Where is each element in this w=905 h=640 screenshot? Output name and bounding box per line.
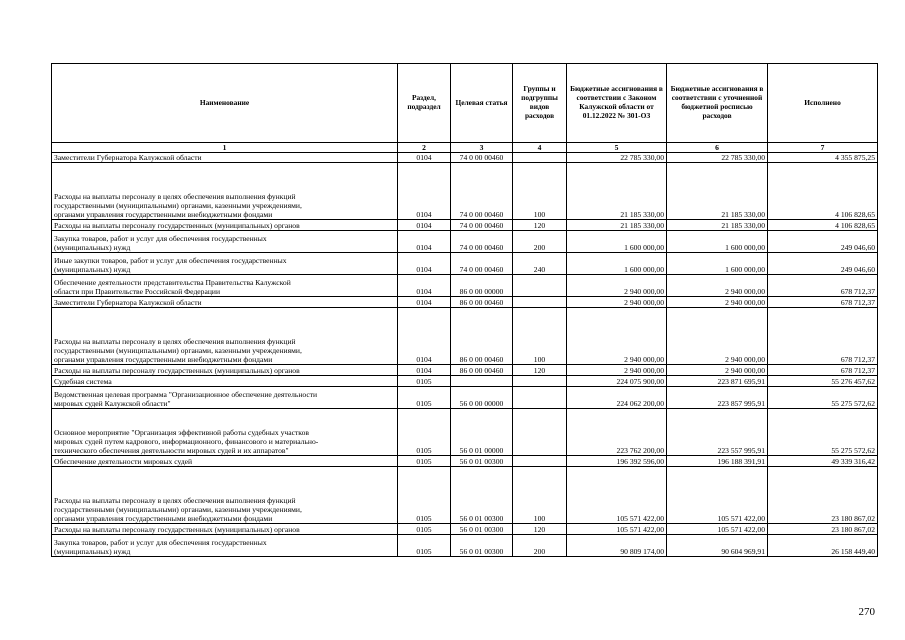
col-done-header: Исполнено <box>768 64 878 143</box>
row-done-amount: 55 275 572,62 <box>768 387 878 409</box>
row-name: Основное мероприятие "Организация эффективной работы судебных участков мировых судей путем кадрового, информационного, финансового и материально- технического обеспечения деятельности мировых судей и их аппаратов" <box>52 409 398 456</box>
row-law-amount: 21 185 330,00 <box>567 220 667 231</box>
row-name: Расходы на выплаты персоналу государственных (муниципальных) органов <box>52 524 398 535</box>
row-name: Расходы на выплаты персоналу государственных (муниципальных) органов <box>52 220 398 231</box>
row-group: 120 <box>513 524 567 535</box>
row-name: Расходы на выплаты персоналу в целях обеспечения выполнения функций государственными (муниципальными) органами, казенными учреждениями, органами управления государственными внебюджетными фондами <box>52 163 398 220</box>
row-target: 56 0 00 00000 <box>451 387 513 409</box>
table-row <box>52 376 878 387</box>
row-target: 74 0 00 00460 <box>451 231 513 253</box>
row-group: 100 <box>513 308 567 365</box>
row-list-amount: 196 188 391,91 <box>667 456 768 467</box>
column-number: 5 <box>567 143 667 153</box>
row-done-amount: 26 158 449,40 <box>768 535 878 557</box>
row-done-amount: 4 106 828,65 <box>768 163 878 220</box>
row-target: 74 0 00 00460 <box>451 253 513 275</box>
row-done-amount: 249 046,60 <box>768 231 878 253</box>
table-row <box>52 297 878 308</box>
row-section: 0104 <box>398 297 451 308</box>
row-section: 0104 <box>398 275 451 297</box>
table-row <box>52 220 878 231</box>
row-target <box>451 376 513 387</box>
row-section: 0104 <box>398 308 451 365</box>
row-section: 0105 <box>398 387 451 409</box>
row-target: 74 0 00 00460 <box>451 163 513 220</box>
row-law-amount: 2 940 000,00 <box>567 275 667 297</box>
row-section: 0105 <box>398 409 451 456</box>
row-group <box>513 409 567 456</box>
row-done-amount: 678 712,37 <box>768 308 878 365</box>
row-target: 56 0 01 00000 <box>451 409 513 456</box>
row-law-amount: 90 809 174,00 <box>567 535 667 557</box>
row-group <box>513 297 567 308</box>
row-section: 0104 <box>398 220 451 231</box>
table-row <box>52 153 878 163</box>
column-number: 3 <box>451 143 513 153</box>
table-row <box>52 409 878 456</box>
row-target: 56 0 01 00300 <box>451 456 513 467</box>
row-list-amount: 105 571 422,00 <box>667 467 768 524</box>
row-name: Заместители Губернатора Калужской области <box>52 153 398 163</box>
row-name: Расходы на выплаты персоналу в целях обеспечения выполнения функций государственными (муниципальными) органами, казенными учреждениями, органами управления государственными внебюджетными фондами <box>52 308 398 365</box>
row-group <box>513 275 567 297</box>
column-number: 7 <box>768 143 878 153</box>
col-section-header: Раздел, подраздел <box>398 64 451 143</box>
table-body <box>52 153 878 557</box>
row-law-amount: 224 075 900,00 <box>567 376 667 387</box>
header-row <box>52 64 878 143</box>
row-group: 200 <box>513 535 567 557</box>
row-section: 0104 <box>398 163 451 220</box>
row-target: 86 0 00 00460 <box>451 297 513 308</box>
row-name: Закупка товаров, работ и услуг для обеспечения государственных (муниципальных) нужд <box>52 535 398 557</box>
row-section: 0104 <box>398 153 451 163</box>
col-groups-header: Группы и подгруппы видов расходов <box>513 64 567 143</box>
row-list-amount: 21 185 330,00 <box>667 163 768 220</box>
row-target: 86 0 00 00460 <box>451 365 513 376</box>
row-law-amount: 21 185 330,00 <box>567 163 667 220</box>
row-list-amount: 90 604 969,91 <box>667 535 768 557</box>
row-done-amount: 49 339 316,42 <box>768 456 878 467</box>
row-law-amount: 1 600 000,00 <box>567 231 667 253</box>
row-name: Заместители Губернатора Калужской области <box>52 297 398 308</box>
row-name: Обеспечение деятельности мировых судей <box>52 456 398 467</box>
row-section: 0104 <box>398 365 451 376</box>
row-group: 200 <box>513 231 567 253</box>
row-list-amount: 1 600 000,00 <box>667 231 768 253</box>
column-number: 6 <box>667 143 768 153</box>
row-target: 74 0 00 00460 <box>451 153 513 163</box>
row-group <box>513 376 567 387</box>
column-number: 4 <box>513 143 567 153</box>
row-done-amount: 249 046,60 <box>768 253 878 275</box>
row-list-amount: 223 557 995,91 <box>667 409 768 456</box>
row-name: Расходы на выплаты персоналу государственных (муниципальных) органов <box>52 365 398 376</box>
col-name-header: Наименование <box>52 64 398 143</box>
row-done-amount: 678 712,37 <box>768 365 878 376</box>
row-list-amount: 2 940 000,00 <box>667 275 768 297</box>
row-done-amount: 4 106 828,65 <box>768 220 878 231</box>
row-done-amount: 23 180 867,02 <box>768 524 878 535</box>
table-row <box>52 535 878 557</box>
row-law-amount: 223 762 200,00 <box>567 409 667 456</box>
row-law-amount: 22 785 330,00 <box>567 153 667 163</box>
col-target-header: Целевая статья <box>451 64 513 143</box>
table-row <box>52 163 878 220</box>
row-name: Иные закупки товаров, работ и услуг для обеспечения государственных (муниципальных) нужд <box>52 253 398 275</box>
row-law-amount: 2 940 000,00 <box>567 297 667 308</box>
row-group <box>513 153 567 163</box>
column-numbers-row <box>52 143 878 153</box>
row-group <box>513 387 567 409</box>
row-list-amount: 1 600 000,00 <box>667 253 768 275</box>
row-list-amount: 21 185 330,00 <box>667 220 768 231</box>
row-law-amount: 224 062 200,00 <box>567 387 667 409</box>
row-name: Ведомственная целевая программа "Организационное обеспечение деятельности мировых судей Калужской области" <box>52 387 398 409</box>
row-name: Обеспечение деятельности представительства Правительства Калужской области при Правительстве Российской Федерации <box>52 275 398 297</box>
row-law-amount: 2 940 000,00 <box>567 365 667 376</box>
row-list-amount: 2 940 000,00 <box>667 365 768 376</box>
col-list-header: Бюджетные ассигнования в соответствии с уточненной бюджетной росписью расходов <box>667 64 768 143</box>
row-done-amount: 55 275 572,62 <box>768 409 878 456</box>
row-list-amount: 2 940 000,00 <box>667 297 768 308</box>
row-done-amount: 55 276 457,62 <box>768 376 878 387</box>
table-row <box>52 275 878 297</box>
row-done-amount: 23 180 867,02 <box>768 467 878 524</box>
table-row <box>52 308 878 365</box>
row-section: 0105 <box>398 456 451 467</box>
row-list-amount: 22 785 330,00 <box>667 153 768 163</box>
page-number: 270 <box>858 606 875 618</box>
row-section: 0104 <box>398 253 451 275</box>
table-row <box>52 467 878 524</box>
row-done-amount: 678 712,37 <box>768 297 878 308</box>
row-target: 86 0 00 00460 <box>451 308 513 365</box>
row-law-amount: 2 940 000,00 <box>567 308 667 365</box>
row-section: 0105 <box>398 376 451 387</box>
table-row <box>52 387 878 409</box>
row-target: 56 0 01 00300 <box>451 535 513 557</box>
row-name: Расходы на выплаты персоналу в целях обеспечения выполнения функций государственными (муниципальными) органами, казенными учреждениями, органами управления государственными внебюджетными фондами <box>52 467 398 524</box>
row-name: Закупка товаров, работ и услуг для обеспечения государственных (муниципальных) нужд <box>52 231 398 253</box>
row-target: 56 0 01 00300 <box>451 524 513 535</box>
column-number: 2 <box>398 143 451 153</box>
row-group: 100 <box>513 467 567 524</box>
col-law-header: Бюджетные ассигнования в соответствии с Законом Калужской области от 01.12.2022 № 301-ОЗ <box>567 64 667 143</box>
row-law-amount: 105 571 422,00 <box>567 524 667 535</box>
row-group: 100 <box>513 163 567 220</box>
row-section: 0105 <box>398 535 451 557</box>
row-name: Судебная система <box>52 376 398 387</box>
row-section: 0105 <box>398 524 451 535</box>
budget-table <box>51 63 878 557</box>
row-list-amount: 2 940 000,00 <box>667 308 768 365</box>
column-number: 1 <box>52 143 398 153</box>
row-group: 240 <box>513 253 567 275</box>
row-list-amount: 105 571 422,00 <box>667 524 768 535</box>
row-law-amount: 105 571 422,00 <box>567 467 667 524</box>
row-target: 74 0 00 00460 <box>451 220 513 231</box>
row-target: 56 0 01 00300 <box>451 467 513 524</box>
row-group: 120 <box>513 365 567 376</box>
row-section: 0105 <box>398 467 451 524</box>
row-done-amount: 4 355 875,25 <box>768 153 878 163</box>
row-done-amount: 678 712,37 <box>768 275 878 297</box>
row-law-amount: 1 600 000,00 <box>567 253 667 275</box>
row-target: 86 0 00 00000 <box>451 275 513 297</box>
table-row <box>52 253 878 275</box>
row-law-amount: 196 392 596,00 <box>567 456 667 467</box>
row-section: 0104 <box>398 231 451 253</box>
table-row <box>52 524 878 535</box>
row-list-amount: 223 871 695,91 <box>667 376 768 387</box>
row-group <box>513 456 567 467</box>
table-row <box>52 365 878 376</box>
table-row <box>52 456 878 467</box>
table-row <box>52 231 878 253</box>
row-group: 120 <box>513 220 567 231</box>
row-list-amount: 223 857 995,91 <box>667 387 768 409</box>
